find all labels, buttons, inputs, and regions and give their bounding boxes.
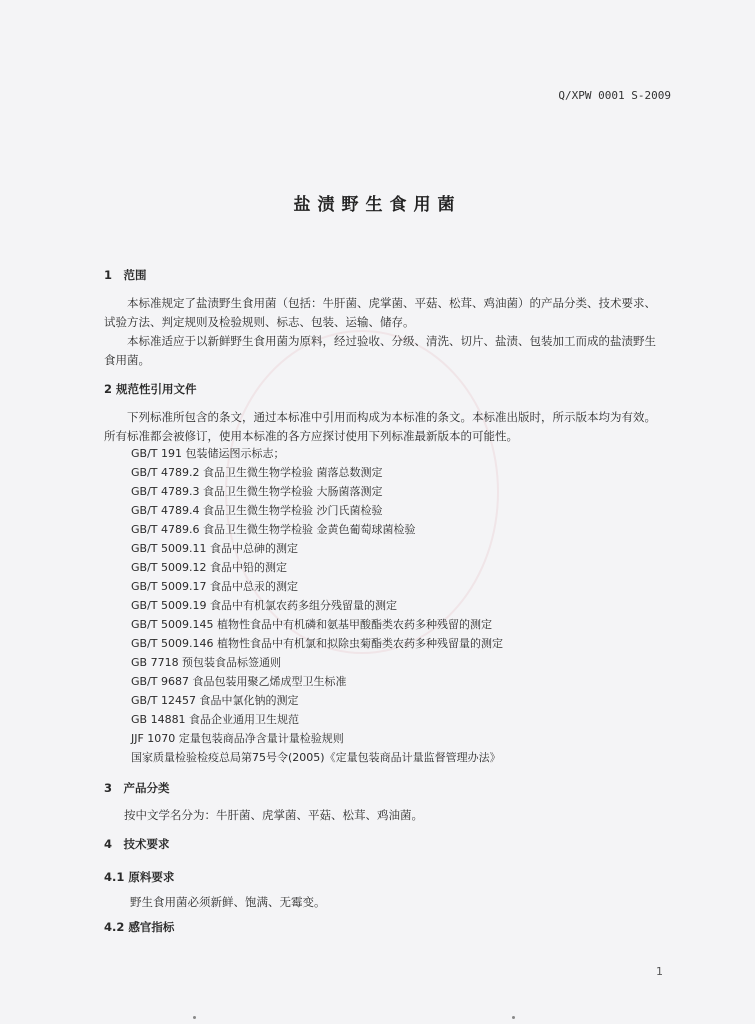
section-4-1-heading: 4.1 原料要求 <box>104 870 175 884</box>
reference-item: GB/T 191 包装储运图示标志； <box>131 447 285 460</box>
reference-item: GB/T 4789.2 食品卫生微生物学检验 菌落总数测定 <box>131 466 383 479</box>
reference-item: GB/T 5009.12 食品中铅的测定 <box>131 561 287 574</box>
section-2-heading: 2 规范性引用文件 <box>104 382 197 396</box>
reference-item: GB/T 4789.4 食品卫生微生物学检验 沙门氏菌检验 <box>131 504 383 517</box>
reference-item: GB/T 5009.146 植物性食品中有机氯和拟除虫菊酯类农药多种残留量的测定 <box>131 637 503 650</box>
reference-item: GB/T 4789.3 食品卫生微生物学检验 大肠菌落测定 <box>131 485 383 498</box>
scan-speck <box>193 1016 196 1019</box>
reference-item: GB 14881 食品企业通用卫生规范 <box>131 713 300 726</box>
section-4-heading: 4 技术要求 <box>104 837 170 851</box>
section-4-2-heading: 4.2 感官指标 <box>104 920 175 934</box>
section-3-heading: 3 产品分类 <box>104 781 170 795</box>
document-title: 盐渍野生食用菌 <box>293 195 462 215</box>
section-3-text: 按中文学名分为：牛肝菌、虎掌菌、平菇、松茸、鸡油菌。 <box>124 808 423 822</box>
reference-item: GB/T 5009.17 食品中总汞的测定 <box>131 580 298 593</box>
reference-item: GB/T 5009.11 食品中总砷的测定 <box>131 542 298 555</box>
reference-item: 国家质量检验检疫总局第75号令(2005)《定量包装商品计量监督管理办法》 <box>131 751 501 764</box>
reference-item: GB/T 12457 食品中氯化钠的测定 <box>131 694 299 707</box>
reference-list <box>131 444 503 767</box>
section-1-paragraph-1: 本标准规定了盐渍野生食用菌（包括：牛肝菌、虎掌菌、平菇、松茸、鸡油菌）的产品分类、技术要求、试验方法、判定规则及检验规则、标志、包装、运输、储存。 <box>104 296 656 329</box>
section-4-1-text: 野生食用菌必须新鲜、饱满、无霉变。 <box>130 895 326 909</box>
section-1-heading: 1 范围 <box>104 268 147 282</box>
standard-code: Q/XPW 0001 S-2009 <box>558 89 671 102</box>
reference-item: GB/T 5009.145 植物性食品中有机磷和氨基甲酸酯类农药多种残留的测定 <box>131 618 492 631</box>
reference-item: GB 7718 预包装食品标签通则 <box>131 656 282 669</box>
page-number: 1 <box>656 965 663 978</box>
scan-speck <box>512 1016 515 1019</box>
reference-item: GB/T 9687 食品包装用聚乙烯成型卫生标准 <box>131 675 347 688</box>
section-2-intro: 下列标准所包含的条文，通过本标准中引用而构成为本标准的条文。本标准出版时，所示版本均为有效。所有标准都会被修订，使用本标准的各方应探讨使用下列标准最新版本的可能性。 <box>104 410 656 443</box>
section-1-paragraph-2: 本标准适应于以新鲜野生食用菌为原料，经过验收、分级、清洗、切片、盐渍、包装加工而成的盐渍野生食用菌。 <box>104 334 656 367</box>
reference-item: GB/T 4789.6 食品卫生微生物学检验 金黄色葡萄球菌检验 <box>131 523 416 536</box>
reference-item: JJF 1070 定量包装商品净含量计量检验规则 <box>131 732 344 745</box>
reference-item: GB/T 5009.19 食品中有机氯农药多组分残留量的测定 <box>131 599 397 612</box>
